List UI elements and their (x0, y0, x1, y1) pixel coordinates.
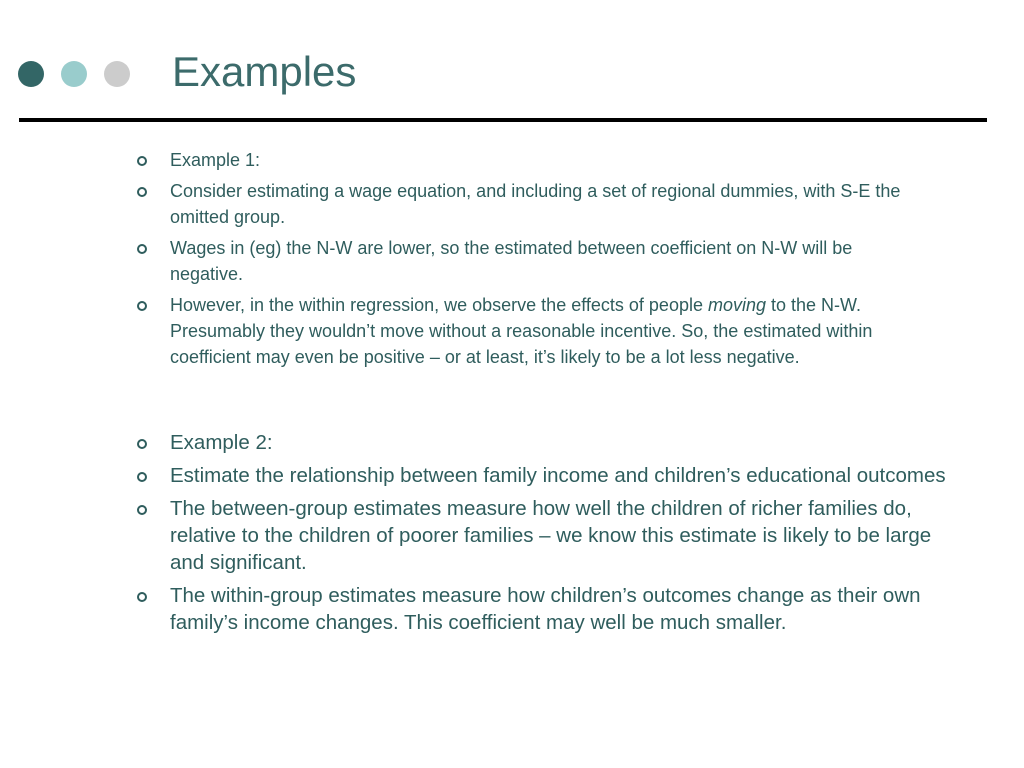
list-item (132, 147, 952, 173)
example-2-list (132, 429, 952, 642)
bullet-icon (137, 301, 147, 311)
item-text: Wages in (eg) the N-W are lower, so the estimated between coefficient on N-W will be negative. (170, 238, 853, 284)
item-text: The between-group estimates measure how well the children of richer families do, relative to the children of poorer families – we know this estimate is likely to be large and significant. (170, 497, 932, 574)
slide-title: Examples (172, 48, 357, 95)
item-text: The within-group estimates measure how children’s outcomes change as their own family’s income changes. This coefficient may well be much smaller. (170, 584, 921, 634)
bullet-icon (137, 505, 147, 515)
decor-dot-teal (61, 61, 87, 87)
bullet-icon (137, 187, 147, 197)
example-1-list (132, 147, 952, 375)
item-text-before: However, in the within regression, we observe the effects of people (170, 295, 708, 315)
item-text: Consider estimating a wage equation, and including a set of regional dummies, with S-E the omitted group. (170, 181, 901, 227)
decor-dot-dark (18, 61, 44, 87)
item-text: Example 1: (170, 150, 261, 170)
title-divider (19, 118, 987, 122)
list-item (132, 495, 952, 576)
item-text-emphasis: moving (707, 295, 767, 315)
item-text: Estimate the relationship between family income and children’s educational outcomes (170, 464, 946, 487)
list-item (132, 292, 952, 370)
list-item (132, 178, 952, 230)
bullet-icon (137, 472, 147, 482)
item-text-after: to the N-W. Presumably they wouldn’t move without a reasonable incentive. So, the estimated within coefficient may even be positive – or at least, it’s likely to be a lot less negative. (170, 295, 873, 367)
decor-dot-gray (104, 61, 130, 87)
bullet-icon (137, 156, 147, 166)
list-item (132, 429, 952, 456)
list-item (132, 462, 952, 489)
bullet-icon (137, 244, 147, 254)
bullet-icon (137, 439, 147, 449)
bullet-icon (137, 592, 147, 602)
item-text: Example 2: (170, 431, 273, 454)
list-item (132, 582, 930, 636)
list-item (132, 235, 910, 287)
